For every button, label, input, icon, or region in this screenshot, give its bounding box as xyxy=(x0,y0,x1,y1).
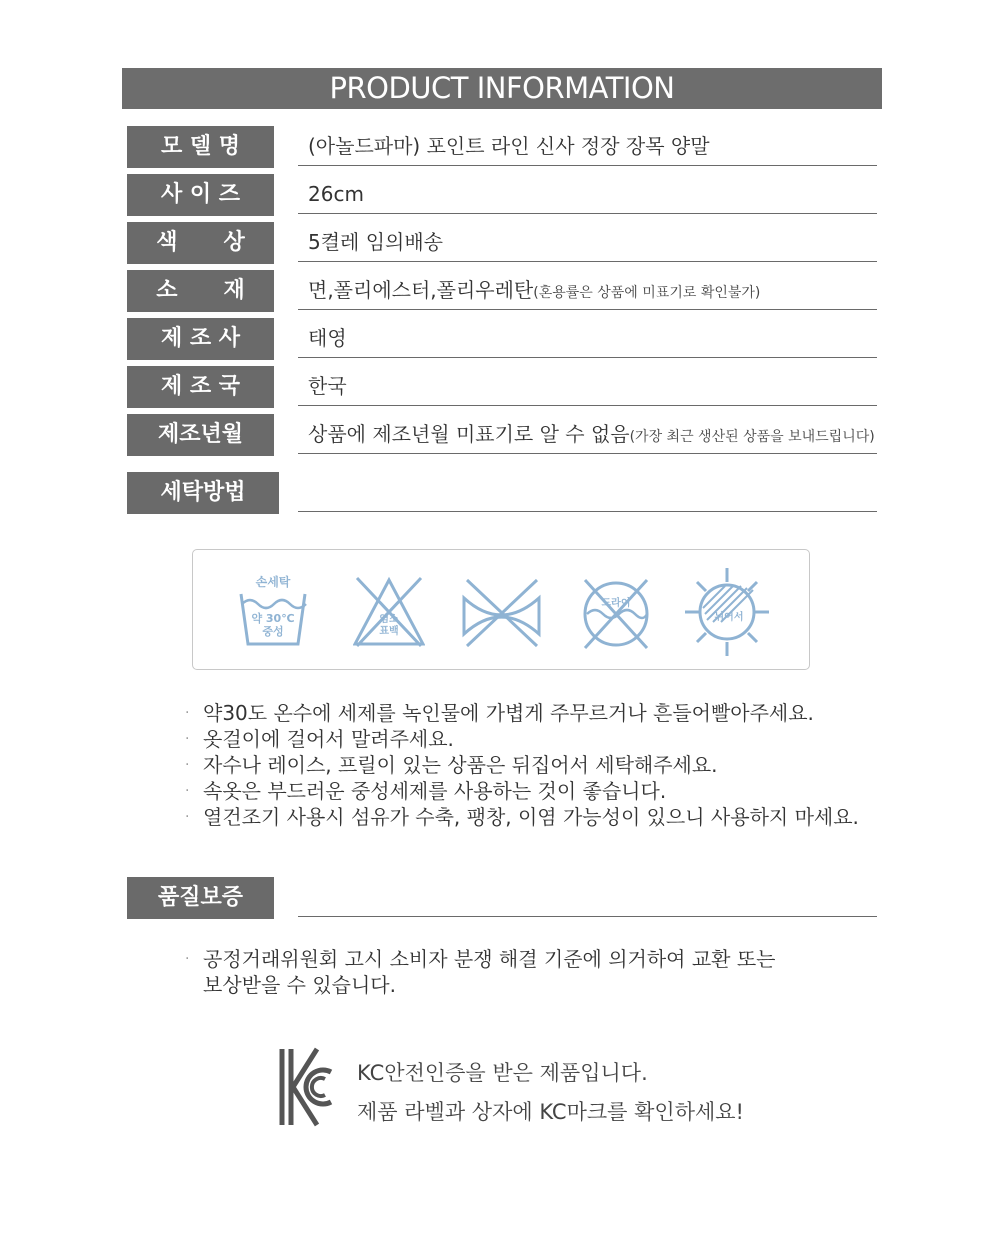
kc-text-line2: 제품 라벨과 상자에 KC마크를 확인하세요! xyxy=(357,1100,744,1124)
section-divider xyxy=(298,877,877,917)
section-quality xyxy=(127,877,877,921)
no-wring-icon xyxy=(461,564,543,649)
spec-row-model xyxy=(127,126,877,170)
spec-row-country xyxy=(127,366,877,410)
list-item: · 자수나 레이스, 프릴이 있는 상품은 뒤집어서 세탁해주세요. xyxy=(185,753,718,777)
spec-value: 상품에 제조년월 미표기로 알 수 없음(가장 최근 생산된 상품을 보내드립니다) xyxy=(298,414,877,454)
spec-row-manufacturer xyxy=(127,318,877,362)
list-item: · 옷걸이에 걸어서 말려주세요. xyxy=(185,727,454,751)
hand-wash-text: 손세탁 xyxy=(255,575,291,589)
spec-label: 모 델 명 xyxy=(127,126,274,168)
washing-notes-list xyxy=(185,700,885,830)
spec-label: 제조년월 xyxy=(127,414,274,456)
dry-in-shade-text: 뉘어서 xyxy=(714,612,744,623)
no-bleach-text: 염소 xyxy=(379,614,399,625)
no-bleach-icon xyxy=(353,564,425,649)
list-item: · 공정거래위원회 고시 소비자 분쟁 해결 기준에 의거하여 교환 또는 xyxy=(185,947,776,971)
quality-notes-list xyxy=(185,946,885,998)
section-divider xyxy=(298,472,877,512)
dry-in-shade-icon xyxy=(685,564,769,656)
spec-label: 제 조 사 xyxy=(127,318,274,360)
spec-label: 사 이 즈 xyxy=(127,174,274,216)
hand-wash-neutral-text: 중성 xyxy=(262,625,284,638)
spec-value: 태영 xyxy=(298,318,877,358)
spec-value: 5켤레 임의배송 xyxy=(298,222,877,262)
kc-mark-icon xyxy=(279,1046,335,1128)
list-item: · 약30도 온수에 세제를 녹인물에 가볍게 주무르거나 흔들어빨아주세요. xyxy=(185,701,814,725)
no-dry-clean-icon xyxy=(581,564,651,649)
hand-wash-temp-text: 약 30℃ xyxy=(251,612,295,625)
spec-value: 면,폴리에스터,폴리우레탄(혼용률은 상품에 미표기로 확인불가) xyxy=(298,270,877,310)
spec-row-size xyxy=(127,174,877,218)
no-bleach-text-2: 표백 xyxy=(379,626,399,637)
spec-row-material xyxy=(127,270,877,314)
page-title: PRODUCT INFORMATION xyxy=(122,68,882,109)
section-label-quality: 품질보증 xyxy=(127,877,274,919)
kc-text-line1: KC안전인증을 받은 제품입니다. xyxy=(357,1061,648,1085)
spec-label: 제 조 국 xyxy=(127,366,274,408)
spec-value: 한국 xyxy=(298,366,877,406)
spec-value: 26cm xyxy=(298,174,877,214)
care-symbols-box xyxy=(192,549,810,670)
spec-value: (아놀드파마) 포인트 라인 신사 정장 장목 양말 xyxy=(298,126,877,166)
hand-wash-icon xyxy=(238,564,308,649)
list-item: 보상받을 수 있습니다. xyxy=(203,973,396,997)
spec-label: 소 재 xyxy=(127,270,274,312)
list-item: · 속옷은 부드러운 중성세제를 사용하는 것이 좋습니다. xyxy=(185,779,667,803)
spec-row-color xyxy=(127,222,877,266)
list-item: · 열건조기 사용시 섬유가 수축, 팽창, 이염 가능성이 있으니 사용하지 마세요. xyxy=(185,805,859,829)
section-washing xyxy=(127,472,877,516)
spec-label: 색 상 xyxy=(127,222,274,264)
section-label-washing: 세탁방법 xyxy=(127,472,279,514)
spec-row-manufacture-date xyxy=(127,414,877,458)
no-dry-clean-text: 드라이 xyxy=(601,598,631,609)
